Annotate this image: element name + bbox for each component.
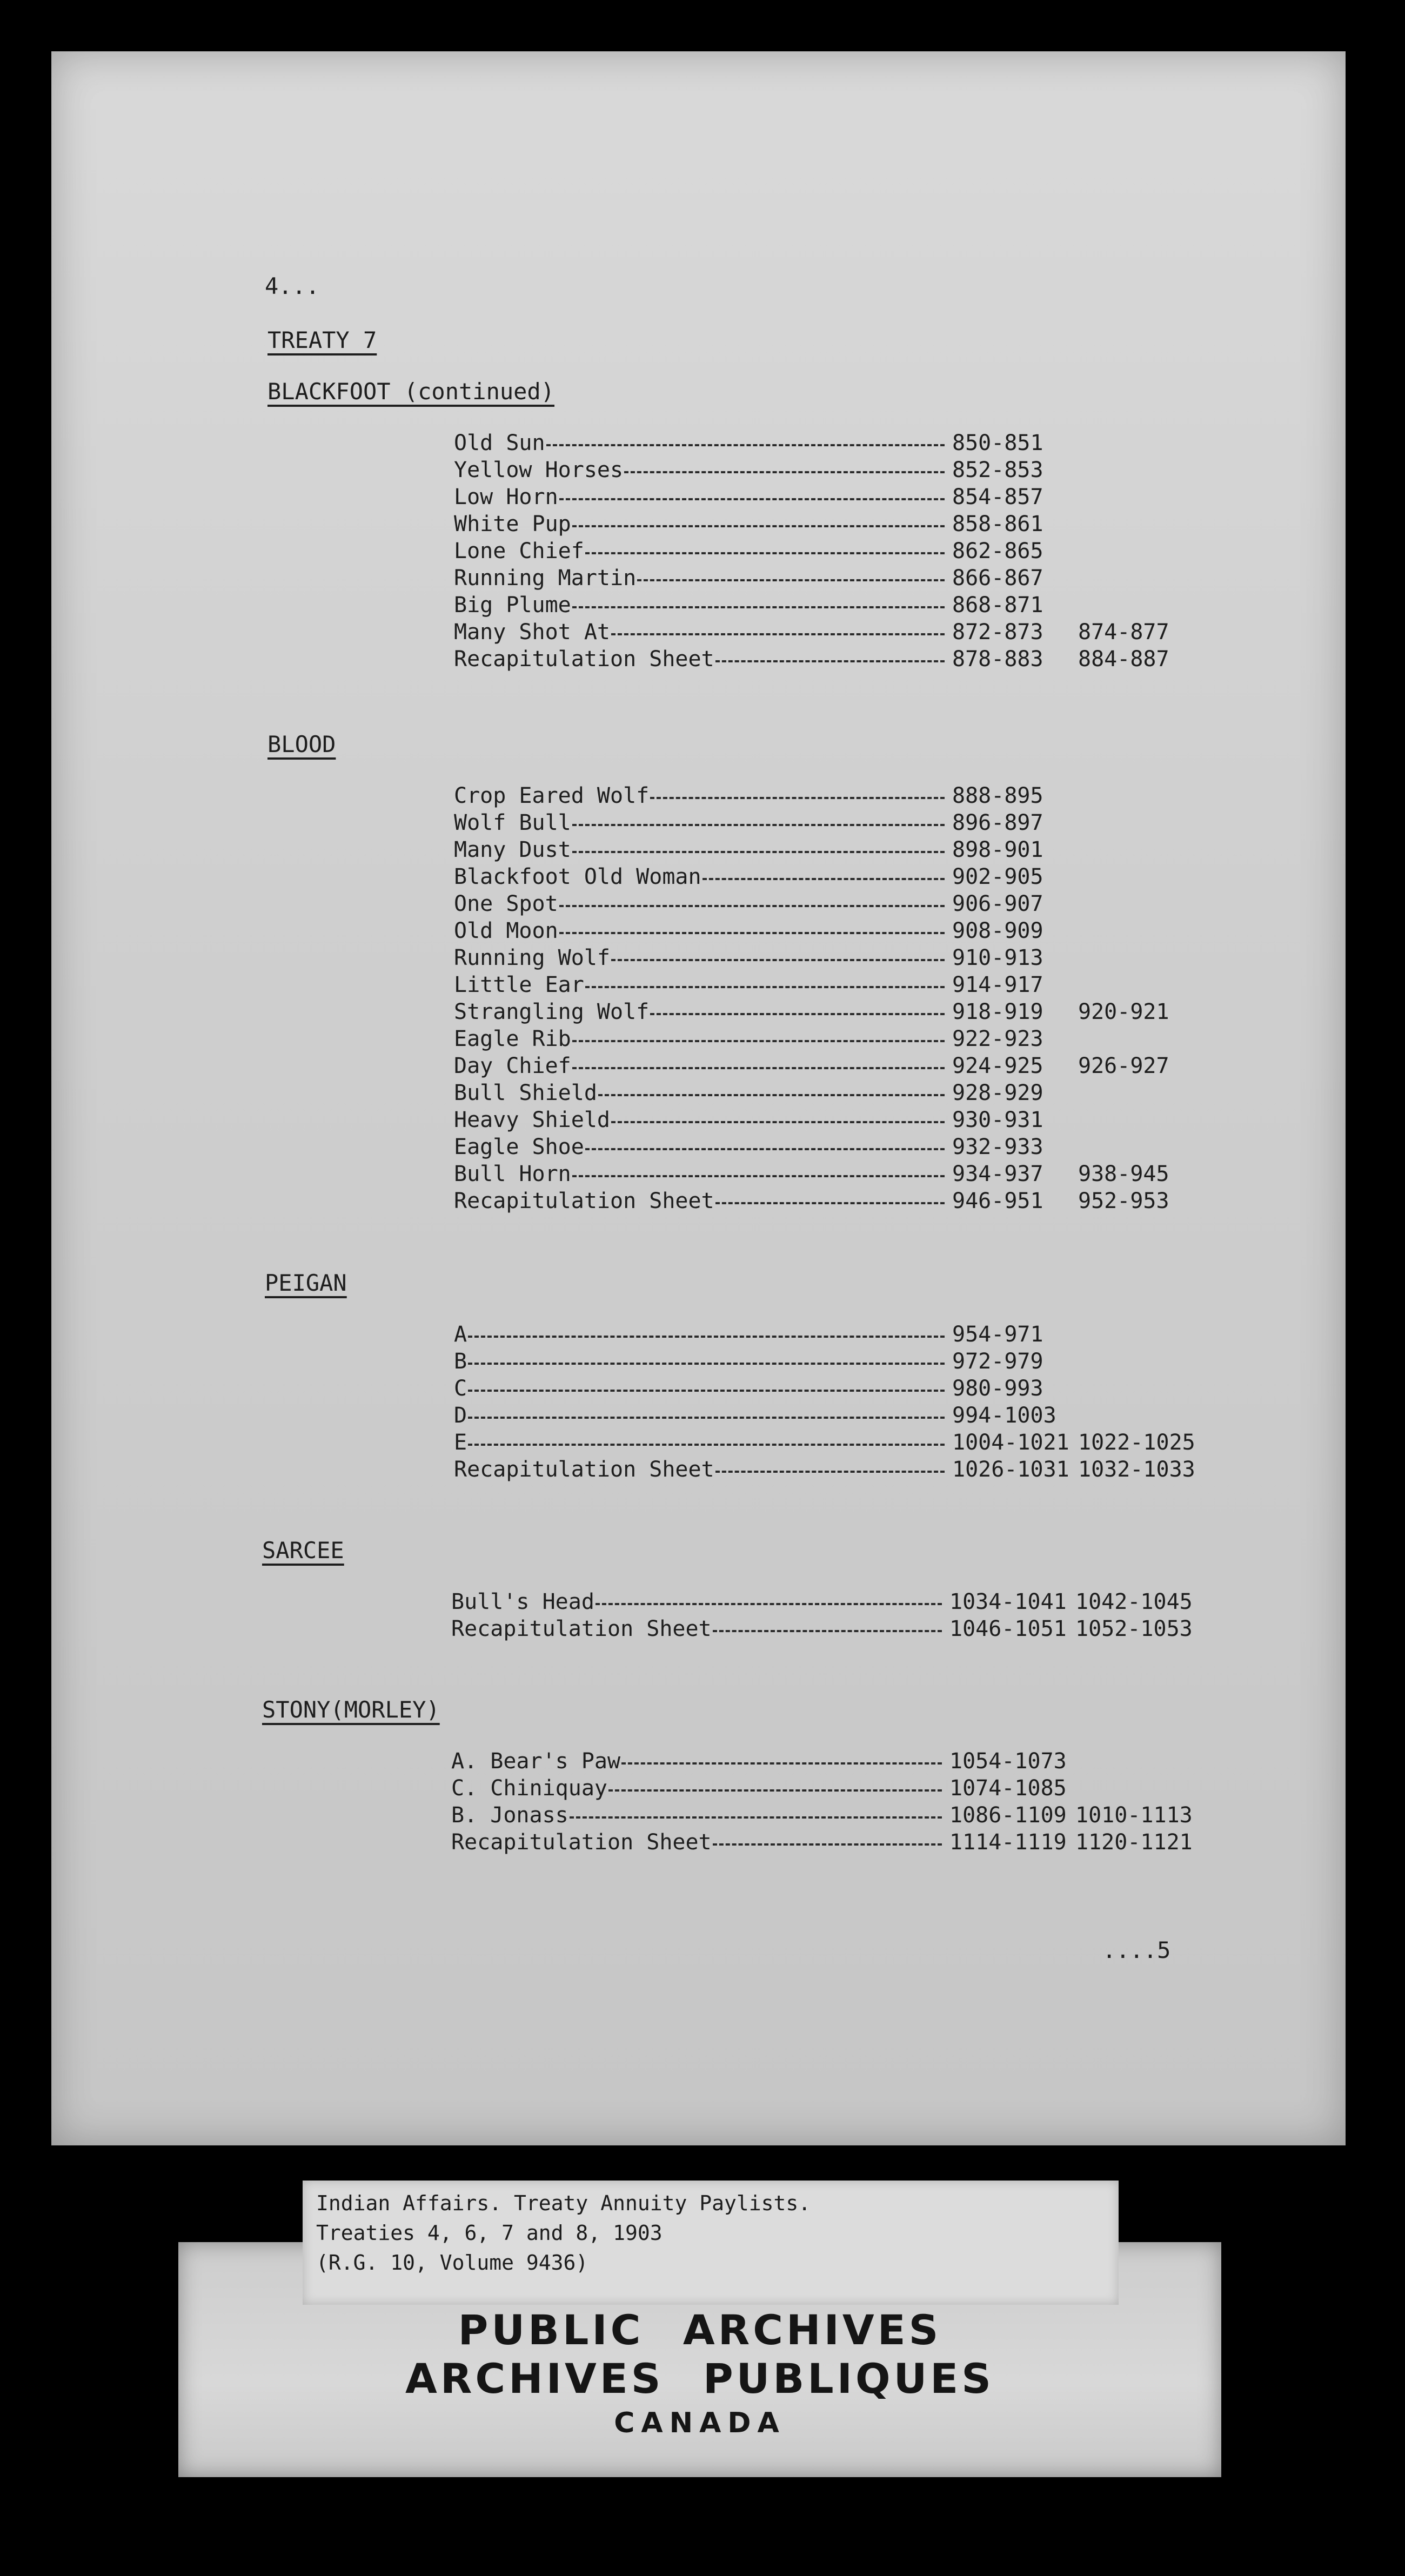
entry-name: Big Plume bbox=[454, 593, 571, 618]
entry-name: Recapitulation Sheet bbox=[451, 1616, 712, 1641]
leader-line bbox=[715, 1471, 945, 1473]
page-range: 930-931 bbox=[952, 1108, 1043, 1132]
entry-row bbox=[454, 457, 1319, 484]
entry-row bbox=[454, 1348, 1319, 1375]
leader-line bbox=[572, 525, 945, 527]
entry-name: Bull Shield bbox=[454, 1081, 597, 1105]
additional-page-range: 884-887 bbox=[1078, 647, 1169, 672]
entry-row bbox=[451, 1588, 1316, 1615]
additional-page-range: 874-877 bbox=[1078, 620, 1169, 645]
entries-stony bbox=[451, 1748, 1316, 1856]
section-title-sarcee: SARCEE bbox=[262, 1537, 344, 1564]
entry-name: Recapitulation Sheet bbox=[454, 647, 714, 672]
entry-name: Yellow Horses bbox=[454, 458, 624, 482]
page-range: 1034-1041 bbox=[949, 1589, 1067, 1614]
page-range: 1046-1051 bbox=[949, 1616, 1067, 1641]
entry-name: B bbox=[454, 1349, 467, 1374]
entry-row bbox=[454, 1375, 1319, 1402]
leader-line bbox=[585, 986, 945, 988]
page-range: 1086-1109 bbox=[949, 1803, 1067, 1828]
entry-row bbox=[454, 511, 1319, 538]
leader-line bbox=[611, 959, 945, 961]
entry-name: Eagle Rib bbox=[454, 1027, 571, 1051]
entry-name: Bull Horn bbox=[454, 1162, 571, 1186]
leader-line bbox=[572, 824, 945, 826]
entry-row bbox=[454, 592, 1319, 619]
page-range: 972-979 bbox=[952, 1349, 1043, 1374]
page-range: 906-907 bbox=[952, 891, 1043, 916]
page-range: 994-1003 bbox=[952, 1403, 1056, 1428]
page-range: 924-925 bbox=[952, 1054, 1043, 1078]
stamp-line-2: ARCHIVES PUBLIQUES bbox=[405, 2354, 994, 2403]
entry-row bbox=[454, 836, 1319, 863]
page-range: 1004-1021 bbox=[952, 1430, 1069, 1455]
entries-blood bbox=[454, 782, 1319, 1215]
entry-name: B. Jonass bbox=[451, 1803, 568, 1828]
entry-name: Day Chief bbox=[454, 1054, 571, 1078]
leader-line bbox=[570, 1816, 942, 1819]
page-range: 980-993 bbox=[952, 1376, 1043, 1401]
entry-row bbox=[454, 646, 1319, 673]
entry-row bbox=[454, 484, 1319, 511]
entries-peigan bbox=[454, 1321, 1319, 1483]
entry-name: Crop Eared Wolf bbox=[454, 783, 650, 808]
archive-label-card bbox=[303, 2181, 1119, 2305]
leader-line bbox=[621, 1762, 942, 1765]
page-range: 1026-1031 bbox=[952, 1457, 1069, 1482]
entry-name: Heavy Shield bbox=[454, 1108, 610, 1132]
entry-name: A. Bear's Paw bbox=[451, 1749, 621, 1774]
entry-name: Recapitulation Sheet bbox=[454, 1457, 714, 1482]
entry-row bbox=[451, 1748, 1316, 1775]
leader-line bbox=[585, 552, 945, 554]
page-range: 852-853 bbox=[952, 458, 1043, 482]
entry-row bbox=[451, 1775, 1316, 1802]
page-range: 1074-1085 bbox=[949, 1776, 1067, 1801]
leader-line bbox=[468, 1444, 945, 1446]
entry-row bbox=[454, 971, 1319, 998]
page-range: 954-971 bbox=[952, 1322, 1043, 1347]
leader-line bbox=[572, 851, 945, 853]
page-range: 888-895 bbox=[952, 783, 1043, 808]
entry-name: C. Chiniquay bbox=[451, 1776, 607, 1801]
page-range: 946-951 bbox=[952, 1189, 1043, 1213]
leader-line bbox=[546, 444, 945, 446]
label-line-1: Indian Affairs. Treaty Annuity Paylists. bbox=[316, 2191, 811, 2215]
entry-name: Running Martin bbox=[454, 566, 637, 591]
entry-name: Recapitulation Sheet bbox=[454, 1189, 714, 1213]
entry-name: C bbox=[454, 1376, 467, 1401]
page-range: 1054-1073 bbox=[949, 1749, 1067, 1774]
stamp-line-1: PUBLIC ARCHIVES bbox=[458, 2306, 942, 2354]
entry-name: Eagle Shoe bbox=[454, 1135, 584, 1159]
section-title-stony: STONY(MORLEY) bbox=[262, 1696, 440, 1723]
entry-row bbox=[451, 1615, 1316, 1642]
additional-page-range: 938-945 bbox=[1078, 1162, 1169, 1186]
entry-row bbox=[454, 1188, 1319, 1215]
entry-row bbox=[454, 1160, 1319, 1188]
additional-page-range: 1010-1113 bbox=[1075, 1803, 1193, 1828]
leader-line bbox=[650, 797, 945, 799]
entry-name: Recapitulation Sheet bbox=[451, 1830, 712, 1855]
entry-name: Many Dust bbox=[454, 837, 571, 862]
label-line-3: (R.G. 10, Volume 9436) bbox=[316, 2251, 588, 2275]
entry-row bbox=[451, 1802, 1316, 1829]
leader-line bbox=[713, 1630, 942, 1632]
page-number: 4... bbox=[265, 273, 320, 299]
page-range: 862-865 bbox=[952, 539, 1043, 564]
entry-row bbox=[454, 1456, 1319, 1483]
entry-row bbox=[454, 1133, 1319, 1160]
leader-line bbox=[713, 1843, 942, 1846]
page-range: 866-867 bbox=[952, 566, 1043, 591]
leader-line bbox=[650, 1013, 945, 1015]
entry-row bbox=[454, 1079, 1319, 1106]
entry-row bbox=[454, 1052, 1319, 1079]
entry-row bbox=[454, 565, 1319, 592]
additional-page-range: 920-921 bbox=[1078, 999, 1169, 1024]
page-range: 902-905 bbox=[952, 864, 1043, 889]
page-range: 922-923 bbox=[952, 1027, 1043, 1051]
leader-line bbox=[637, 579, 945, 581]
entry-row bbox=[454, 1025, 1319, 1052]
leader-line bbox=[572, 606, 945, 608]
leader-line bbox=[624, 471, 945, 473]
page-range: 934-937 bbox=[952, 1162, 1043, 1186]
entry-name: Old Sun bbox=[454, 431, 545, 455]
entry-row bbox=[454, 1429, 1319, 1456]
leader-line bbox=[608, 1789, 942, 1792]
page-range: 918-919 bbox=[952, 999, 1043, 1024]
entry-row bbox=[454, 1106, 1319, 1133]
page-range: 868-871 bbox=[952, 593, 1043, 618]
leader-line bbox=[702, 878, 945, 880]
page-range: 850-851 bbox=[952, 431, 1043, 455]
treaty-heading: TREATY 7 bbox=[267, 327, 377, 353]
additional-page-range: 1052-1053 bbox=[1075, 1616, 1193, 1641]
leader-line bbox=[468, 1363, 945, 1365]
entry-name: Blackfoot Old Woman bbox=[454, 864, 701, 889]
entries-sarcee bbox=[451, 1588, 1316, 1642]
entry-row bbox=[454, 863, 1319, 890]
leader-line bbox=[572, 1040, 945, 1042]
page-range: 878-883 bbox=[952, 647, 1043, 672]
page-range: 854-857 bbox=[952, 485, 1043, 509]
section-title-peigan: PEIGAN bbox=[265, 1270, 347, 1296]
section-title-blood: BLOOD bbox=[267, 731, 336, 757]
page-range: 910-913 bbox=[952, 945, 1043, 970]
leader-line bbox=[572, 1175, 945, 1177]
entry-row bbox=[454, 890, 1319, 917]
entry-name: Many Shot At bbox=[454, 620, 610, 645]
entry-name: One Spot bbox=[454, 891, 558, 916]
entry-row bbox=[454, 917, 1319, 944]
entry-name: White Pup bbox=[454, 512, 571, 536]
entry-name: Old Moon bbox=[454, 918, 558, 943]
leader-line bbox=[598, 1094, 945, 1096]
page-range: 928-929 bbox=[952, 1081, 1043, 1105]
leader-line bbox=[559, 932, 945, 934]
entry-name: Wolf Bull bbox=[454, 810, 571, 835]
entry-row bbox=[454, 782, 1319, 809]
page-range: 858-861 bbox=[952, 512, 1043, 536]
additional-page-range: 1120-1121 bbox=[1075, 1830, 1193, 1855]
leader-line bbox=[611, 633, 945, 635]
document-page bbox=[51, 51, 1346, 2145]
leader-line bbox=[596, 1603, 942, 1605]
entry-row bbox=[454, 809, 1319, 836]
additional-page-range: 952-953 bbox=[1078, 1189, 1169, 1213]
label-line-2: Treaties 4, 6, 7 and 8, 1903 bbox=[316, 2221, 663, 2245]
entries-blackfoot bbox=[454, 430, 1319, 673]
leader-line bbox=[559, 905, 945, 907]
page-range: 932-933 bbox=[952, 1135, 1043, 1159]
continuation-marker: ....5 bbox=[1102, 1937, 1171, 1963]
leader-line bbox=[611, 1121, 945, 1123]
entry-name: A bbox=[454, 1322, 467, 1347]
entry-row bbox=[451, 1829, 1316, 1856]
additional-page-range: 926-927 bbox=[1078, 1054, 1169, 1078]
entry-row bbox=[454, 430, 1319, 457]
entry-name: D bbox=[454, 1403, 467, 1428]
leader-line bbox=[715, 660, 945, 662]
entry-name: Little Ear bbox=[454, 972, 584, 997]
page-range: 896-897 bbox=[952, 810, 1043, 835]
leader-line bbox=[468, 1417, 945, 1419]
additional-page-range: 1042-1045 bbox=[1075, 1589, 1193, 1614]
additional-page-range: 1032-1033 bbox=[1078, 1457, 1195, 1482]
leader-line bbox=[572, 1067, 945, 1069]
leader-line bbox=[468, 1390, 945, 1392]
additional-page-range: 1022-1025 bbox=[1078, 1430, 1195, 1455]
entry-row bbox=[454, 1402, 1319, 1429]
leader-line bbox=[559, 498, 945, 500]
entry-row bbox=[454, 944, 1319, 971]
stamp-line-3: CANADA bbox=[614, 2407, 786, 2439]
entry-name: Lone Chief bbox=[454, 539, 584, 564]
page-range: 898-901 bbox=[952, 837, 1043, 862]
entry-name: Bull's Head bbox=[451, 1589, 594, 1614]
page-range: 1114-1119 bbox=[949, 1830, 1067, 1855]
entry-name: E bbox=[454, 1430, 467, 1455]
entry-name: Low Horn bbox=[454, 485, 558, 509]
page-range: 872-873 bbox=[952, 620, 1043, 645]
section-title-blackfoot: BLACKFOOT (continued) bbox=[267, 378, 555, 405]
page-range: 914-917 bbox=[952, 972, 1043, 997]
leader-line bbox=[585, 1148, 945, 1150]
entry-row bbox=[454, 538, 1319, 565]
leader-line bbox=[715, 1202, 945, 1204]
entry-row bbox=[454, 619, 1319, 646]
leader-line bbox=[468, 1336, 945, 1338]
entry-row bbox=[454, 1321, 1319, 1348]
entry-name: Strangling Wolf bbox=[454, 999, 650, 1024]
page-range: 908-909 bbox=[952, 918, 1043, 943]
entry-row bbox=[454, 998, 1319, 1025]
entry-name: Running Wolf bbox=[454, 945, 610, 970]
